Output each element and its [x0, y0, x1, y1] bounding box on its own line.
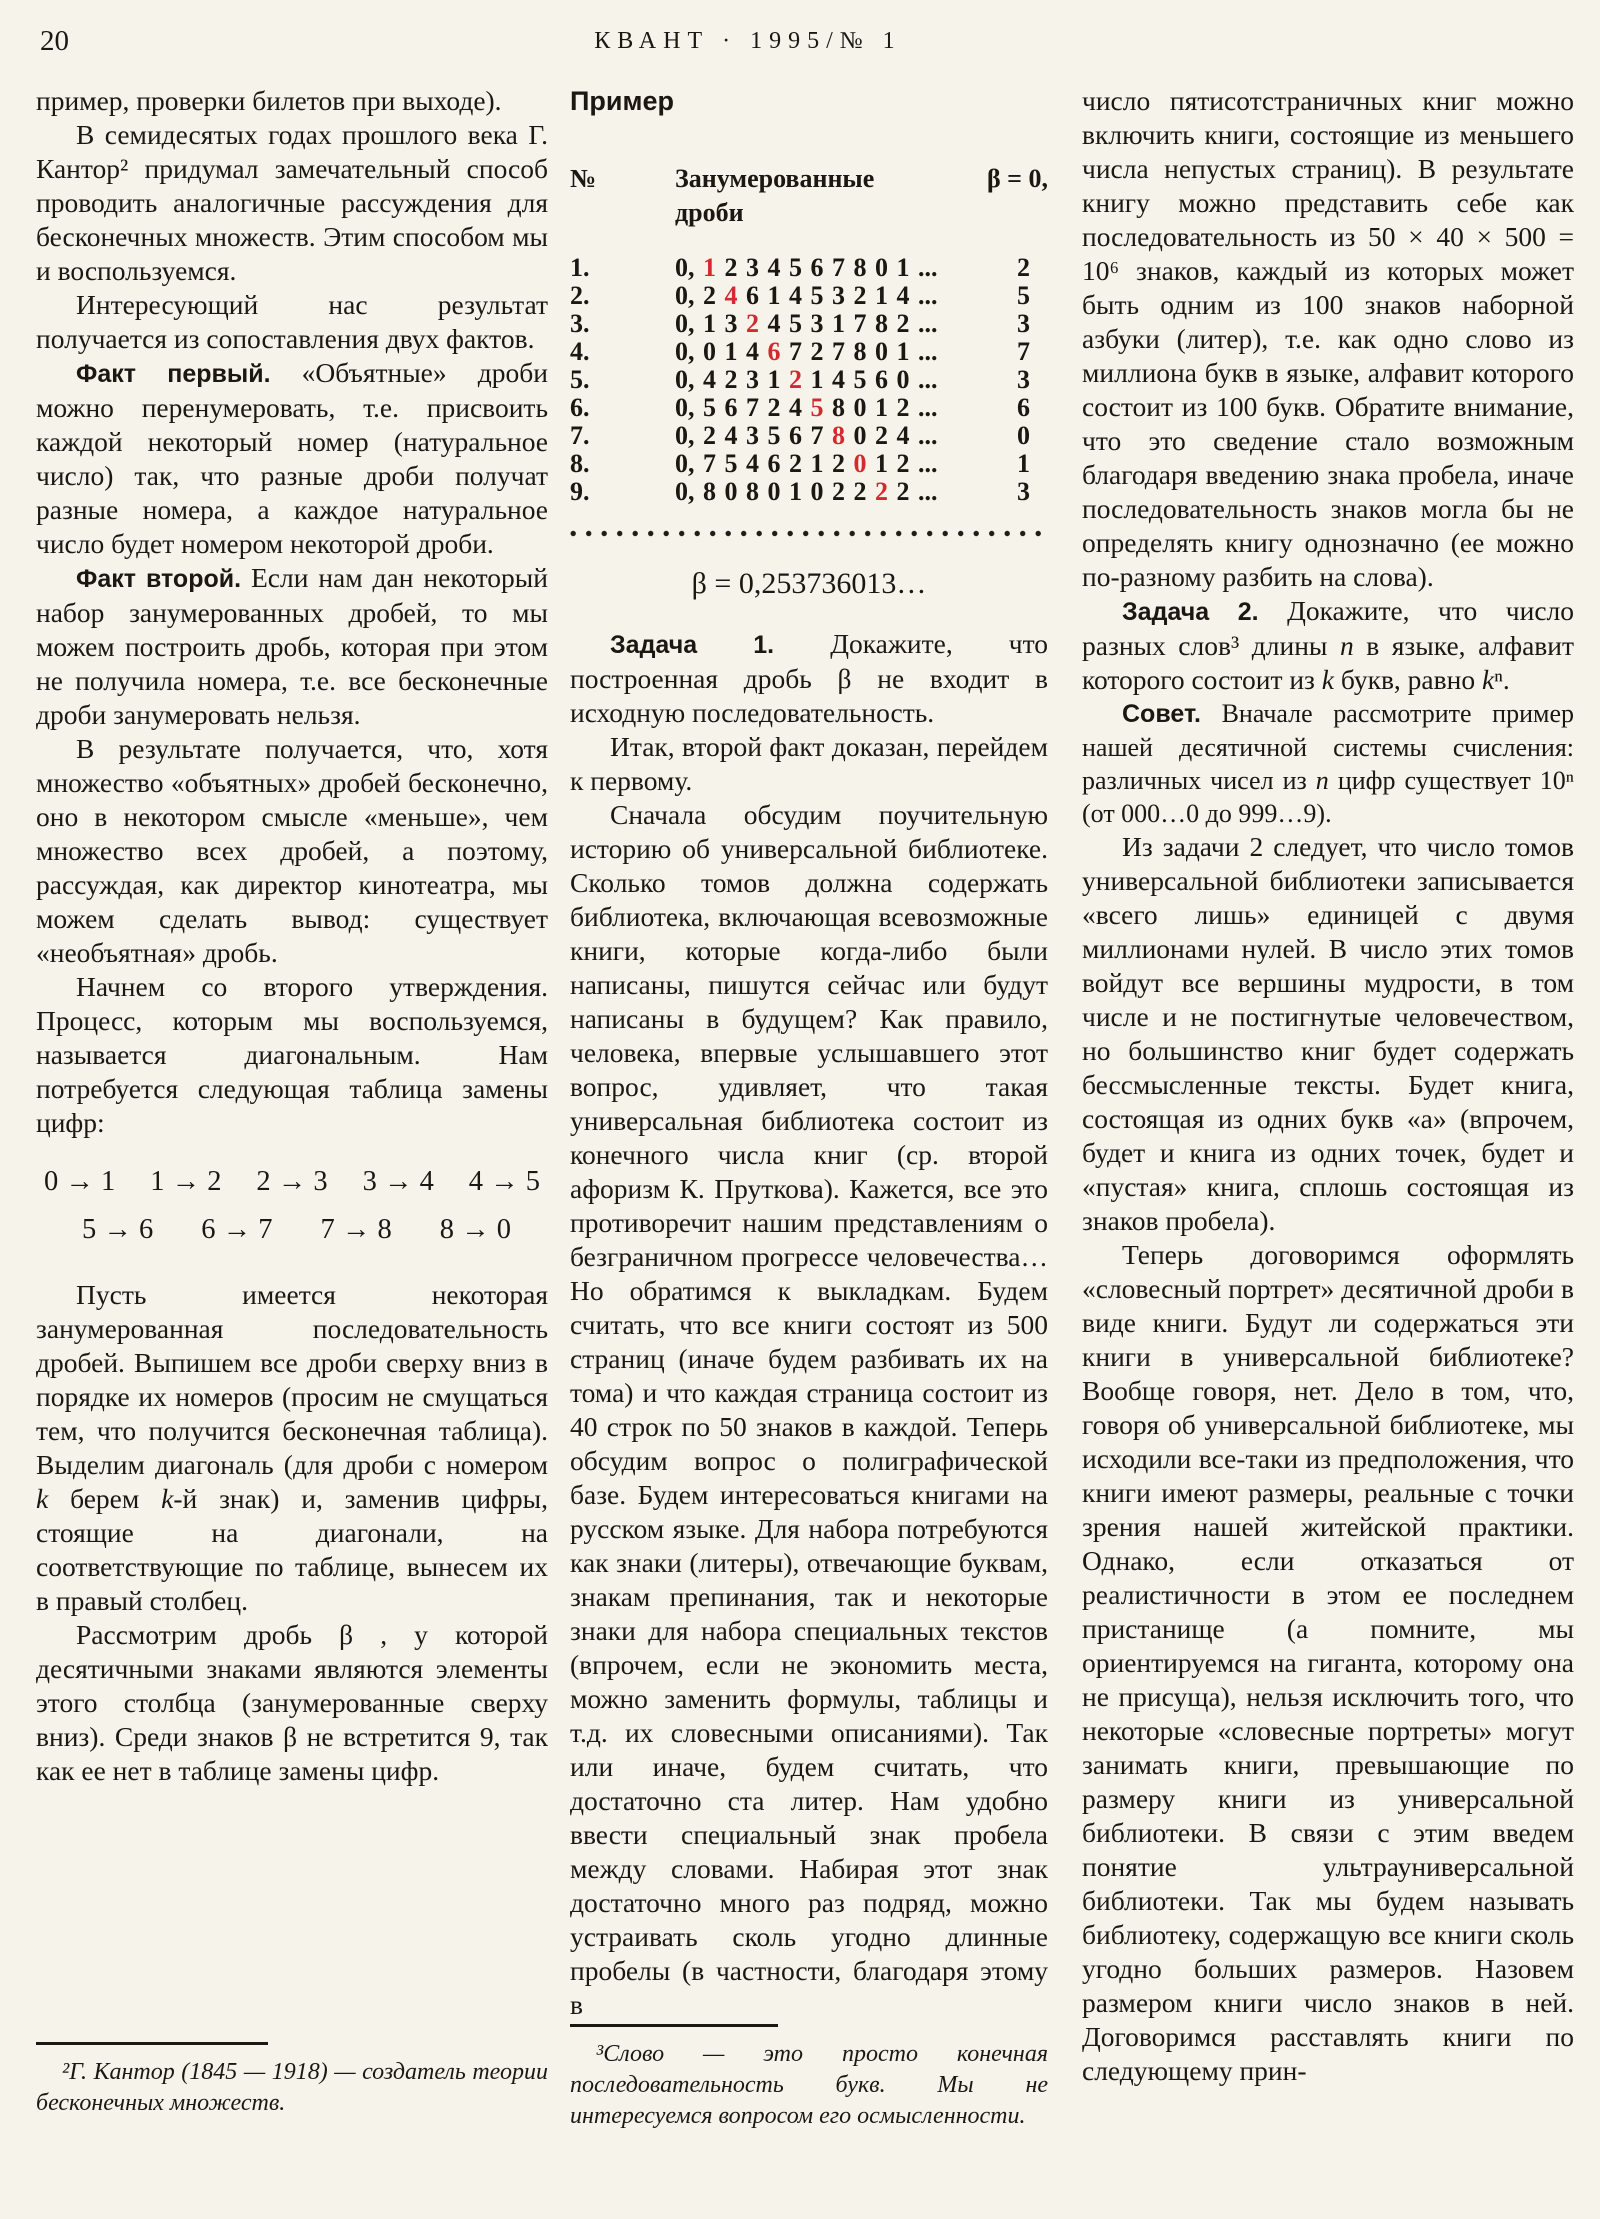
digit: 6: [746, 281, 759, 310]
digit: 5: [853, 365, 867, 394]
page-number: 20: [40, 25, 69, 57]
digit: 2: [810, 337, 824, 366]
row-number: 1.: [570, 253, 590, 282]
footnote-word: [570, 2024, 1048, 2132]
digit: 8: [746, 477, 759, 506]
fraction-prefix: 0,: [675, 309, 695, 338]
digit: 7: [746, 393, 759, 422]
fraction-row: [570, 254, 1048, 282]
digit: 0: [853, 421, 867, 450]
paragraph: Совет. Вначале рассмотрите пример нашей десятичной системы счисления: различных чисел из n цифр существует 10ⁿ (от 000…0 до 999…9).: [1082, 699, 1574, 828]
digit: 4: [724, 421, 738, 450]
fraction-digits: [675, 282, 948, 310]
digit: 2: [896, 393, 910, 422]
digit: 8: [853, 337, 867, 366]
paragraph: В результате получается, что, хотя множество «объятных» дробей бесконечно, оно в некотором смысле «меньше», чем множество всех дробей, а поэтому, рассуждая, как директор кинотеатра, мы можем сделать вывод: существует «необъятная» дробь.: [36, 733, 548, 968]
header-number-col: №: [570, 164, 597, 193]
fraction-row: [570, 478, 1048, 506]
digit: 4: [746, 449, 759, 478]
digit: 1: [896, 253, 910, 282]
paragraph: Рассмотрим дробь β , у которой десятичными знаками являются элементы этого столбца (занумерованные сверху вниз). Среди знаков β не встретится 9, так как ее нет в таблице замены цифр.: [36, 1619, 548, 1786]
digit: 7: [703, 449, 716, 478]
digit: 0: [810, 477, 824, 506]
row-number: 7.: [570, 421, 590, 450]
paragraph: пример, проверки билетов при выходе).: [36, 85, 502, 116]
fraction-row: [570, 282, 1048, 310]
digit-mapping: 6 → 7: [201, 1214, 273, 1245]
diagonal-digit: 6: [767, 337, 781, 366]
header-fractions-col: Занумерованные дроби: [675, 164, 875, 227]
beta-digit: 2: [1017, 253, 1030, 282]
numbered-fractions-table: [570, 162, 1048, 506]
digit: 0: [875, 337, 888, 366]
paragraph-lead: Факт первый.: [76, 360, 271, 388]
fraction-row: [570, 394, 1048, 422]
digit: 6: [724, 393, 738, 422]
row-number: 8.: [570, 449, 590, 478]
footnote-text: ²Г. Кантор (1845 — 1918) — создатель теории бесконечных множеств.: [36, 2059, 548, 2116]
paragraph: Факт второй. Если нам дан некоторый набор занумерованных дробей, то мы можем построить дробь, которая при этом не получила номера, т.е. все бесконечные дроби занумеровать нельзя.: [36, 562, 548, 730]
fraction-digits: [675, 254, 948, 282]
digit: 5: [789, 309, 802, 338]
ellipsis: ...: [918, 337, 938, 366]
digit-mapping: 4 → 5: [468, 1166, 540, 1197]
example-heading: Пример: [570, 86, 674, 116]
footnote-text: ³Слово — это просто конечная последовательность букв. Мы не интересуемся вопросом его осмысленности.: [570, 2041, 1048, 2129]
fraction-prefix: 0,: [675, 337, 695, 366]
digit: 3: [724, 309, 738, 338]
fraction-digits: [675, 394, 948, 422]
digit: 2: [724, 253, 738, 282]
digit: 5: [767, 421, 781, 450]
diagonal-digit: 4: [724, 281, 738, 310]
row-number: 4.: [570, 337, 590, 366]
digit: 1: [896, 337, 910, 366]
fraction-digits: [675, 478, 948, 506]
paragraph: В семидесятых годах прошлого века Г. Кантор² придумал замечательный способ проводить аналогичные рассуждения для бесконечных множеств. Этим способом мы и воспользуемся.: [36, 119, 548, 286]
digit: 5: [810, 281, 824, 310]
beta-digit: 3: [1017, 309, 1030, 338]
fraction-row: [570, 366, 1048, 394]
digit: 3: [746, 365, 759, 394]
fraction-digits: [675, 338, 948, 366]
digit-mapping: 8 → 0: [439, 1214, 511, 1245]
paragraph: Сначала обсудим поучительную историю об универсальной библиотеке. Сколько томов должна содержать библиотека, включающая всевозможные книги, которые когда-либо были написаны, пишутся сейчас или будут написаны в будущем? Как правило, человека, впервые услышавшего этот вопрос, удивляет, что такая универсальная библиотека состоит из конечного числа книг (ср. второй афоризм К. Пруткова). Кажется, все это противоречит нашим представлениям о безграничном прогрессе человечества… Но обратимся к выкладкам. Будем считать, что все книги состоят из 500 страниц (иначе будем разбивать их на тома) и что каждая страница состоит из 40 строк по 50 знаков в каждой. Теперь обсудим вопрос о полиграфической базе. Будем интересоваться книгами на русском языке. Для набора потребуются как знаки (литеры), отвечающие буквам, знакам препинания, так и некоторые знаки для набора специальных текстов (впрочем, если не экономить места, можно заменить формулы, таблицы и т.д. их словесными описаниями). Так или иначе, будем считать, что достаточно ста литер. Нам удобно ввести специальный знак пробела между словами. Набирая этот знак достаточно много раз подряд, можно устраивать сколь угодно длинные пробелы (в частности, благодаря этому в: [570, 799, 1048, 2020]
digit: 6: [875, 365, 888, 394]
digit: 1: [767, 281, 781, 310]
footnote-cantor: [36, 2042, 548, 2119]
diagonal-digit: 8: [832, 421, 845, 450]
digit: 3: [746, 421, 759, 450]
digit: 4: [789, 393, 802, 422]
digit: 7: [832, 253, 845, 282]
digit: 1: [875, 281, 888, 310]
diagonal-digit: 2: [789, 365, 802, 394]
digit: 2: [832, 477, 845, 506]
right-column-text: [1082, 84, 1574, 2088]
digit: 0: [724, 477, 738, 506]
fraction-row: [570, 422, 1048, 450]
middle-column: [570, 84, 1048, 2022]
digit: 1: [703, 309, 716, 338]
ellipsis: ...: [918, 449, 938, 478]
left-column-text-top: [36, 84, 548, 1140]
paragraph-lead: Задача 2.: [1122, 598, 1259, 626]
fraction-row: [570, 450, 1048, 478]
digit: 1: [875, 393, 888, 422]
paragraph: Теперь договоримся оформлять «словесный портрет» десятичной дроби в виде книги. Будут ли содержаться эти книги в универсальной библиотеке? Вообще говоря, нет. Дело в том, что, говоря об универсальной библиотеке, мы исходили все-таки из предположения, что книги имеют размеры, реальные с точки зрения нашей житейской практики. Однако, если отказаться от реалистичности в этом ее последнем пристанище (а помните, мы ориентируемся на гиганта, которому она не присуща), нельзя исключить того, что некоторые «словесные портреты» могут занимать книги, превышающие по размеру книги из универсальной библиотеки. В связи с этим введем понятие ультрауниверсальной библиотеки. Так мы будем называть библиотеку, содержащую все книги сколь угодно больших размеров. Назовем размером книги число знаков в ней. Договоримся расставлять книги по следующему прин-: [1082, 1239, 1574, 2086]
row-number: 9.: [570, 477, 590, 506]
ellipsis: ...: [918, 253, 938, 282]
beta-digit: 5: [1017, 281, 1030, 310]
fraction-prefix: 0,: [675, 365, 695, 394]
digit: 4: [767, 253, 781, 282]
digit: 6: [767, 449, 781, 478]
digit: 1: [875, 449, 888, 478]
digit: 7: [810, 421, 824, 450]
digit: 1: [810, 449, 824, 478]
diagonal-digit: 0: [853, 449, 867, 478]
digit-substitution-table: [36, 1158, 548, 1254]
substitution-row-2: [36, 1206, 548, 1254]
digit: 2: [767, 393, 781, 422]
digit: 0: [703, 337, 716, 366]
fractions-rows: [570, 254, 1048, 506]
digit: 3: [810, 309, 824, 338]
paragraph-lead: Факт второй.: [76, 565, 242, 593]
digit: 0: [896, 365, 910, 394]
digit-mapping: 3 → 4: [362, 1166, 434, 1197]
digit: 3: [832, 281, 845, 310]
beta-digit: 3: [1017, 477, 1030, 506]
digit: 3: [746, 253, 759, 282]
fraction-prefix: 0,: [675, 393, 695, 422]
fraction-digits: [675, 422, 948, 450]
fraction-prefix: 0,: [675, 421, 695, 450]
fraction-digits: [675, 366, 948, 394]
fraction-prefix: 0,: [675, 281, 695, 310]
ellipsis: ...: [918, 477, 938, 506]
digit: 2: [832, 449, 845, 478]
digit: 2: [875, 421, 888, 450]
digit: 2: [703, 281, 716, 310]
digit: 0: [875, 253, 888, 282]
diagonal-digit: 2: [875, 477, 888, 506]
fractions-table-header: [570, 162, 1048, 230]
paragraph-lead: Задача 1.: [610, 631, 775, 659]
digit-mapping: 5 → 6: [82, 1214, 154, 1245]
digit: 0: [767, 477, 781, 506]
footnote-rule: [36, 2042, 268, 2045]
row-number: 5.: [570, 365, 590, 394]
digit-mapping: 2 → 3: [256, 1166, 328, 1197]
paragraph: Факт первый. «Объятные» дроби можно перенумеровать, т.е. присвоить каждой некоторый номер (натуральное число) так, что разные дроби получат разные номера, а каждое натуральное число будет номером некоторой дроби.: [36, 357, 548, 559]
digit: 4: [896, 281, 910, 310]
digit: 4: [767, 309, 781, 338]
right-column: [1082, 84, 1574, 2088]
digit: 8: [853, 253, 867, 282]
digit: 5: [724, 449, 738, 478]
ellipsis: ...: [918, 393, 938, 422]
digit: 1: [810, 365, 824, 394]
digit: 2: [853, 281, 867, 310]
ellipsis: ...: [918, 421, 938, 450]
paragraph: Начнем со второго утверждения. Процесс, которым мы воспользуемся, называется диагональным. Нам потребуется следующая таблица замены цифр:: [36, 971, 548, 1138]
footnote-rule: [570, 2024, 778, 2027]
digit: 2: [896, 309, 910, 338]
digit: 8: [832, 393, 845, 422]
digit: 7: [832, 337, 845, 366]
digit: 4: [896, 421, 910, 450]
digit: 1: [832, 309, 845, 338]
digit: 1: [789, 477, 802, 506]
row-number: 3.: [570, 309, 590, 338]
digit: 2: [853, 477, 867, 506]
beta-digit: 3: [1017, 365, 1030, 394]
digit: 8: [703, 477, 716, 506]
digit: 5: [789, 253, 802, 282]
dotted-separator: [570, 530, 1048, 537]
fraction-digits: [675, 310, 948, 338]
fraction-prefix: 0,: [675, 449, 695, 478]
digit: 2: [896, 477, 910, 506]
beta-result-line: β = 0,253736013…: [691, 567, 927, 600]
digit: 0: [853, 393, 867, 422]
fraction-prefix: 0,: [675, 253, 695, 282]
digit: 2: [789, 449, 802, 478]
digit: 1: [724, 337, 738, 366]
digit: 2: [703, 421, 716, 450]
fraction-digits: [675, 450, 948, 478]
diagonal-digit: 5: [810, 393, 824, 422]
ellipsis: ...: [918, 309, 938, 338]
fraction-row: [570, 310, 1048, 338]
digit: 7: [789, 337, 802, 366]
paragraph: Задача 1. Докажите, что построенная дробь β не входит в исходную последовательность.: [570, 628, 1048, 728]
digit: 2: [724, 365, 738, 394]
diagonal-digit: 2: [746, 309, 759, 338]
beta-digit: 0: [1017, 421, 1030, 450]
digit: 8: [875, 309, 888, 338]
beta-digit: 7: [1017, 337, 1030, 366]
diagonal-digit: 1: [703, 253, 716, 282]
row-number: 6.: [570, 393, 590, 422]
paragraph: Интересующий нас результат получается из сопоставления двух фактов.: [36, 289, 548, 354]
digit-mapping: 7 → 8: [320, 1214, 392, 1245]
ellipsis: ...: [918, 281, 938, 310]
fraction-row: [570, 338, 1048, 366]
ellipsis: ...: [918, 365, 938, 394]
left-column: [36, 84, 548, 1788]
digit: 4: [789, 281, 802, 310]
header-beta-col: β = 0,: [986, 164, 1048, 193]
digit: 2: [896, 449, 910, 478]
beta-digit: 1: [1017, 449, 1030, 478]
digit: 1: [767, 365, 781, 394]
left-column-text-bottom: [36, 1278, 548, 1788]
paragraph: Задача 2. Докажите, что число разных слов³ длины n в языке, алфавит которого состоит из k букв, равно kⁿ.: [1082, 595, 1574, 695]
beta-digit: 6: [1017, 393, 1030, 422]
paragraph: Из задачи 2 следует, что число томов универсальной библиотеки записывается «всего лишь» единицей с двумя миллионами нулей. В число этих томов войдут все вершины мудрости, в том числе и не постигнутые человечеством, но большинство книг будет содержать бессмысленные тексты. Будет книга, состоящая из одних букв «а» (впрочем, будет и книга из одних точек, будет и «пустая» книга, сплошь состоящая из знаков пробела).: [1082, 831, 1574, 1236]
digit: 6: [810, 253, 824, 282]
digit: 7: [853, 309, 867, 338]
substitution-row-1: [36, 1158, 548, 1206]
paragraph: Итак, второй факт доказан, перейдем к первому.: [570, 731, 1048, 796]
fraction-prefix: 0,: [675, 477, 695, 506]
digit: 5: [703, 393, 716, 422]
paragraph-lead: Совет.: [1122, 700, 1201, 728]
row-number: 2.: [570, 281, 590, 310]
digit-mapping: 0 → 1: [44, 1166, 116, 1197]
paragraph: Пусть имеется некоторая занумерованная последовательность дробей. Выпишем все дроби сверху вниз в порядке их номеров (просим не смущаться тем, что получится бесконечная таблица). Выделим диагональ (для дроби с номером k берем k-й знак) и, заменив цифры, стоящие на диагонали, на соответствующие по таблице, вынесем их в правый столбец.: [36, 1279, 548, 1616]
digit: 4: [703, 365, 716, 394]
journal-title: КВАНТ · 1995/№ 1: [594, 28, 902, 54]
paragraph: число пятисотстраничных книг можно включить книги, состоящие из меньшего числа непустых страниц). В результате книгу можно представить себе как последовательность из 50 × 40 × 500 = 10⁶ знаков, каждый из которых может быть одним из 100 знаков наборной азбуки (литер), т.е. как одно слово из миллиона букв в языке, алфавит которого состоит из 100 букв. Обратите внимание, что это сведение стало возможным благодаря введению знака пробела, иначе последовательность знаков могла бы не определять книгу однозначно (ее можно по-разному разбить на слова).: [1082, 85, 1574, 592]
middle-column-text: [570, 627, 1048, 2022]
digit: 4: [832, 365, 845, 394]
digit: 6: [789, 421, 802, 450]
digit: 4: [746, 337, 759, 366]
digit-mapping: 1 → 2: [150, 1166, 222, 1197]
